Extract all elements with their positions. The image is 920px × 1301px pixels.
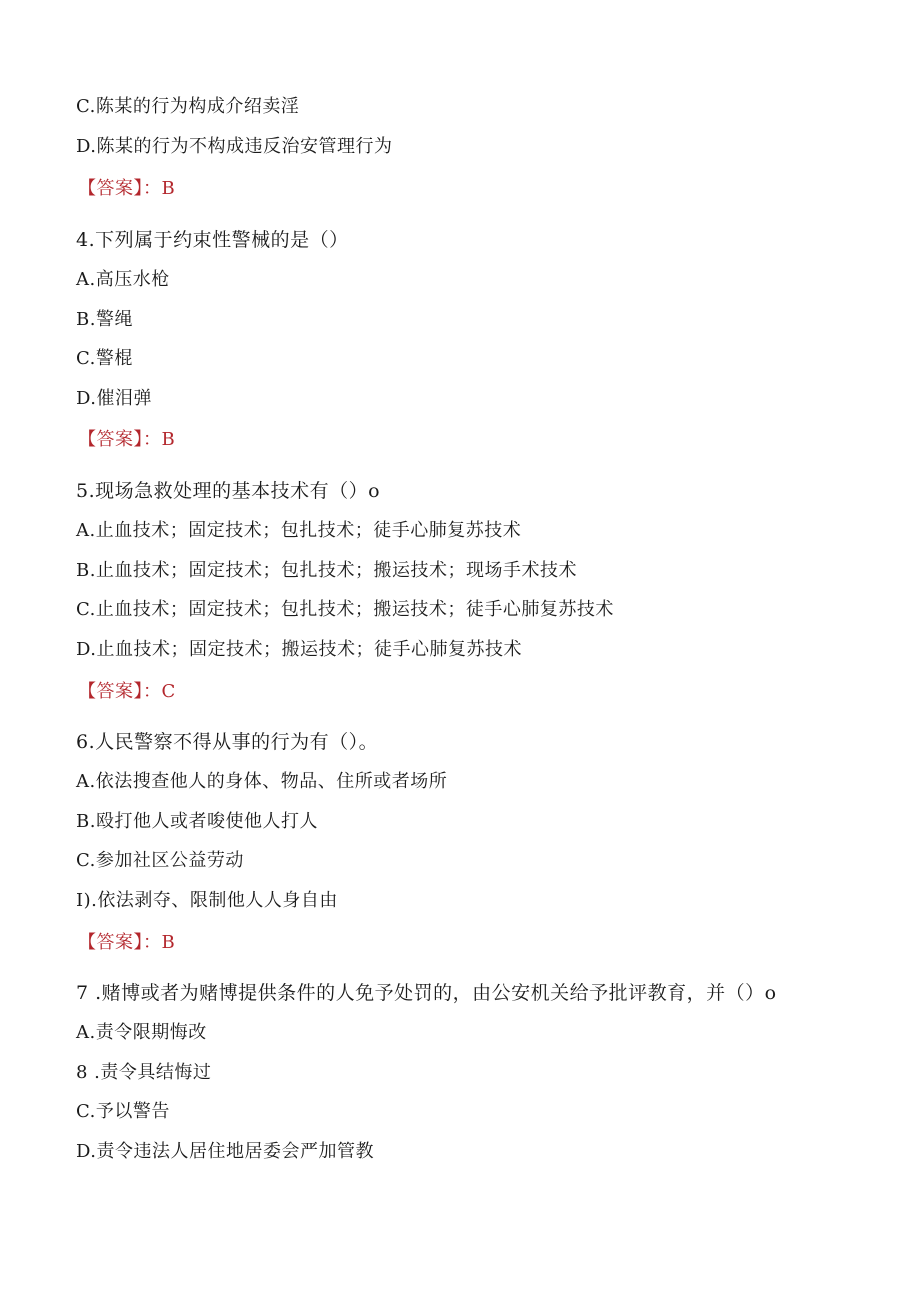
option-text: C.参加社区公益劳动 [76,850,244,871]
option-text: D.陈某的行为不构成违反治安管理行为 [76,136,393,157]
option-text: C.予以警告 [76,1101,170,1122]
option-text: D.催泪弹 [76,388,153,409]
option-text: B.殴打他人或者唆使他人打人 [76,811,318,832]
option-text: A.责令限期悔改 [76,1022,207,1043]
option-text: C.陈某的行为构成介绍卖淫 [76,96,300,117]
question-text: 7 .赌博或者为赌博提供条件的人免予处罚的，由公安机关给予批评教育，并（）o [76,982,777,1004]
answer-label: 【答案】：B [78,429,176,450]
question-text: 5.现场急救处理的基本技术有（）o [76,480,381,502]
option-text: I).依法剥夺、限制他人人身自由 [76,890,338,911]
answer-label: 【答案】：B [78,178,176,199]
option-text: A.高压水枪 [76,269,170,290]
option-text: D.止血技术；固定技术；搬运技术；徒手心肺复苏技术 [76,639,523,660]
option-text: B.警绳 [76,309,133,330]
question-text: 6.人民警察不得从事的行为有（）。 [76,731,379,753]
option-text: A.止血技术；固定技术；包扎技术；徒手心肺复苏技术 [76,520,522,541]
option-text: 8 .责令具结悔过 [76,1062,212,1083]
option-text: A.依法搜查他人的身体、物品、住所或者场所 [76,771,448,792]
question-text: 4.下列属于约束性警械的是（） [76,229,349,251]
answer-label: 【答案】：C [78,681,176,702]
option-text: C.警棍 [76,348,133,369]
option-text: B.止血技术；固定技术；包扎技术；搬运技术；现场手术技术 [76,560,577,581]
option-text: C.止血技术；固定技术；包扎技术；搬运技术；徒手心肺复苏技术 [76,599,614,620]
answer-label: 【答案】：B [78,932,176,953]
option-text: D.责令违法人居住地居委会严加管教 [76,1141,375,1162]
